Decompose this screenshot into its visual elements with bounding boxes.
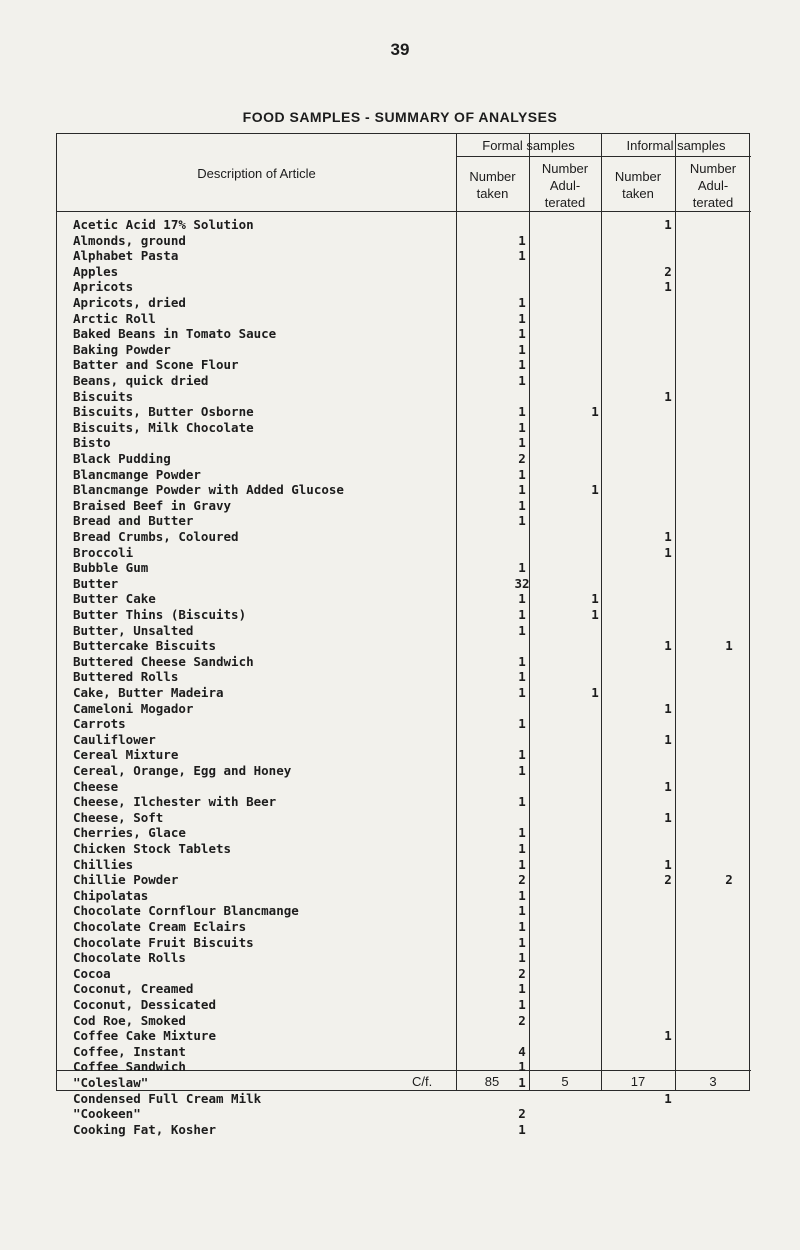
formal-number-taken: 1 — [518, 685, 526, 700]
table-row — [73, 591, 751, 607]
formal-number-taken: 1 — [518, 794, 526, 810]
table-row — [73, 1122, 751, 1138]
formal-number-taken: 1 — [518, 934, 526, 950]
article-description: Cereal Mixture — [73, 747, 179, 763]
table-row — [73, 1028, 751, 1044]
table-row — [73, 560, 751, 576]
formal-number-taken: 32 — [514, 575, 530, 591]
header-line: terated — [692, 195, 734, 210]
article-description: Buttercake Biscuits — [73, 638, 216, 654]
table-row — [73, 373, 751, 389]
article-description: Acetic Acid 17% Solution — [73, 217, 254, 232]
header-line: Adul- — [697, 178, 729, 193]
formal-number-taken: 4 — [518, 1043, 526, 1059]
table-row — [73, 513, 751, 529]
article-description: Biscuits, Butter Osborne — [73, 404, 254, 420]
article-description: Cereal, Orange, Egg and Honey — [73, 763, 292, 778]
table-row — [73, 482, 751, 498]
formal-samples-header: Formal samples — [482, 138, 575, 153]
article-description: Bread Crumbs, Coloured — [73, 529, 239, 544]
informal-number-taken: 1 — [664, 809, 672, 825]
table-row — [73, 888, 751, 904]
table-row — [73, 732, 751, 748]
table-row — [73, 1106, 751, 1122]
formal-number-taken: 2 — [518, 1012, 526, 1028]
formal-number-taken: 1 — [518, 856, 526, 872]
article-description: Apricots, dried — [73, 295, 186, 310]
formal-number-adulterated: 1 — [591, 607, 599, 622]
table-row — [73, 841, 751, 857]
table-row — [73, 716, 751, 732]
header-divider — [57, 211, 751, 212]
article-description: Bread and Butter — [73, 513, 194, 529]
table-row — [73, 233, 751, 249]
header-line: Number — [689, 161, 737, 176]
article-description: Apricots — [73, 279, 134, 295]
formal-number-taken: 2 — [518, 1106, 526, 1122]
formal-number-taken: 1 — [518, 326, 526, 342]
article-description: Cooking Fat, Kosher — [73, 1121, 216, 1137]
total-informal-adulterated: 3 — [709, 1074, 717, 1089]
formal-number-adulterated: 1 — [591, 404, 599, 420]
formal-number-taken: 1 — [518, 747, 526, 763]
formal-number-taken: 1 — [518, 1121, 526, 1137]
article-description: Baked Beans in Tomato Sauce — [73, 326, 277, 342]
article-description: Buttered Rolls — [73, 669, 179, 685]
formal-number-taken: 1 — [518, 716, 526, 732]
formal-number-taken: 1 — [518, 981, 526, 997]
table-row — [73, 669, 751, 685]
formal-number-adulterated: 1 — [591, 591, 599, 607]
formal-number-adulterated: 1 — [591, 482, 599, 498]
article-description: Cheese, Ilchester with Beer — [73, 794, 277, 810]
formal-number-taken: 1 — [518, 248, 526, 264]
article-description: Broccoli — [73, 544, 134, 560]
article-description: Butter, Unsalted — [73, 622, 194, 638]
article-description: Batter and Scone Flour — [73, 357, 239, 373]
table-row — [73, 217, 751, 233]
article-description: Chipolatas — [73, 887, 149, 903]
formal-number-taken: 1 — [518, 622, 526, 638]
article-description: Biscuits, Milk Chocolate — [73, 419, 254, 435]
table-row — [73, 1091, 751, 1107]
table-row — [73, 529, 751, 545]
article-description: Cauliflower — [73, 731, 156, 747]
description-header: Description of Article — [197, 166, 316, 181]
table-row — [73, 685, 751, 701]
formal-number-taken: 1 — [518, 825, 526, 841]
formal-number-taken: 1 — [518, 341, 526, 357]
informal-number-adulterated: 2 — [725, 872, 733, 888]
header-divider — [456, 156, 751, 157]
table-row — [73, 981, 751, 997]
table-row — [73, 607, 751, 623]
informal-number-taken: 1 — [664, 1028, 672, 1044]
header-line: taken — [476, 186, 509, 201]
total-informal-taken: 17 — [630, 1074, 646, 1089]
formal-number-taken: 1 — [518, 669, 526, 685]
formal-number-taken: 1 — [518, 841, 526, 856]
informal-number-taken: 1 — [664, 731, 672, 747]
table-row — [73, 966, 751, 982]
totals-row — [57, 1071, 751, 1091]
table-row — [73, 342, 751, 358]
table-row — [73, 654, 751, 670]
formal-number-taken: 1 — [518, 419, 526, 435]
table-row — [73, 935, 751, 951]
article-description: Bisto — [73, 435, 111, 451]
article-description: Baking Powder — [73, 341, 171, 357]
article-description: Alphabet Pasta — [73, 248, 179, 264]
table-row — [73, 950, 751, 966]
article-description: "Coleslaw" — [73, 1075, 149, 1090]
table-row — [73, 747, 751, 763]
table-row — [73, 311, 751, 327]
formal-number-taken: 1 — [518, 903, 526, 919]
article-description: Cod Roe, Smoked — [73, 1012, 186, 1028]
informal-number-taken: 2 — [664, 872, 672, 888]
header-line: Number — [541, 161, 589, 176]
table-row — [73, 576, 751, 592]
table-row — [73, 326, 751, 342]
article-description: Beans, quick dried — [73, 373, 209, 388]
table-row — [73, 467, 751, 483]
formal-number-taken: 1 — [518, 950, 526, 966]
formal-number-taken: 1 — [518, 607, 526, 622]
formal-number-taken: 1 — [518, 232, 526, 248]
article-description: Chocolate Cream Eclairs — [73, 919, 247, 934]
informal-number-taken: 1 — [664, 700, 672, 716]
table-row — [73, 623, 751, 639]
article-description: Cameloni Mogador — [73, 700, 194, 716]
table-row — [73, 404, 751, 420]
article-description: Chocolate Fruit Biscuits — [73, 934, 254, 950]
article-description: Coffee Cake Mixture — [73, 1028, 216, 1044]
informal-number-taken: 1 — [664, 388, 672, 404]
formal-number-adulterated-header — [529, 160, 601, 211]
summary-table — [56, 133, 750, 1137]
table-row — [73, 1013, 751, 1029]
table-row — [73, 997, 751, 1013]
formal-number-taken: 2 — [518, 451, 526, 466]
article-description: Arctic Roll — [73, 310, 156, 326]
formal-number-taken: 1 — [518, 997, 526, 1012]
table-row — [73, 857, 751, 873]
formal-number-taken: 1 — [518, 497, 526, 513]
article-description: Cheese, Soft — [73, 809, 164, 825]
article-description: Chillie Powder — [73, 872, 179, 888]
article-description: Braised Beef in Gravy — [73, 497, 232, 513]
page-number: 39 — [390, 40, 410, 59]
informal-number-taken: 1 — [664, 279, 672, 295]
formal-number-taken: 1 — [518, 1059, 526, 1075]
formal-number-taken: 1 — [518, 591, 526, 607]
table-row — [73, 794, 751, 810]
article-description: Butter — [73, 575, 119, 591]
formal-number-taken: 2 — [518, 872, 526, 888]
informal-number-adulterated: 1 — [725, 638, 733, 654]
informal-number-taken: 2 — [664, 263, 672, 279]
article-description: Black Pudding — [73, 451, 171, 466]
header-line: terated — [544, 195, 586, 210]
table-row — [73, 903, 751, 919]
table-row — [73, 1044, 751, 1060]
informal-samples-header: Informal samples — [626, 138, 726, 153]
total-formal-adulterated: 5 — [561, 1074, 569, 1089]
formal-number-taken: 1 — [518, 295, 526, 310]
formal-number-taken: 1 — [518, 1075, 526, 1090]
table-row — [73, 264, 751, 280]
article-description: Bubble Gum — [73, 560, 149, 576]
header-line: Adul- — [549, 178, 581, 193]
table-row — [73, 701, 751, 717]
formal-number-taken: 1 — [518, 887, 526, 903]
table-row — [73, 638, 751, 654]
table-row — [73, 295, 751, 311]
formal-number-taken: 2 — [518, 965, 526, 981]
article-description: Chillies — [73, 856, 134, 872]
article-description: Chocolate Cornflour Blancmange — [73, 903, 299, 919]
formal-number-taken-header — [456, 168, 529, 202]
informal-number-taken-header — [601, 168, 675, 202]
table-row — [73, 810, 751, 826]
informal-number-taken: 1 — [664, 856, 672, 872]
table-row — [73, 779, 751, 795]
article-description: Coconut, Dessicated — [73, 997, 216, 1012]
table-row — [73, 279, 751, 295]
formal-number-taken: 1 — [518, 919, 526, 934]
page-title: FOOD SAMPLES - SUMMARY OF ANALYSES — [242, 109, 558, 125]
article-description: Chocolate Rolls — [73, 950, 186, 966]
article-description: Cake, Butter Madeira — [73, 685, 224, 700]
table-row — [73, 872, 751, 888]
formal-number-taken: 1 — [518, 357, 526, 373]
table-row — [73, 420, 751, 436]
table-row — [73, 763, 751, 779]
table-row — [73, 389, 751, 405]
table-row — [73, 435, 751, 451]
article-description: Cocoa — [73, 965, 111, 981]
article-description: Coconut, Creamed — [73, 981, 194, 997]
formal-number-taken: 1 — [518, 653, 526, 669]
total-formal-taken: 85 — [484, 1074, 500, 1089]
table-row — [73, 545, 751, 561]
formal-number-taken: 1 — [518, 482, 526, 498]
table-row — [73, 919, 751, 935]
formal-number-taken: 1 — [518, 373, 526, 388]
header-line: Number — [614, 169, 662, 184]
article-description: Chicken Stock Tablets — [73, 841, 232, 856]
table-row — [73, 498, 751, 514]
informal-number-taken: 1 — [664, 778, 672, 794]
article-description: Coffee, Instant — [73, 1043, 186, 1059]
informal-number-adulterated-header — [675, 160, 751, 211]
formal-number-taken: 1 — [518, 466, 526, 482]
formal-number-adulterated: 1 — [591, 685, 599, 700]
formal-number-taken: 1 — [518, 763, 526, 778]
article-description: Biscuits — [73, 388, 134, 404]
article-description: Butter Cake — [73, 591, 156, 607]
informal-number-taken: 1 — [664, 638, 672, 654]
article-description: Cherries, Glace — [73, 825, 186, 841]
article-description: Blancmange Powder — [73, 466, 201, 482]
table-row — [73, 825, 751, 841]
formal-number-taken: 1 — [518, 435, 526, 451]
article-description: Apples — [73, 263, 119, 279]
table-row — [73, 248, 751, 264]
header-line: taken — [622, 186, 654, 201]
formal-number-taken: 1 — [518, 560, 526, 576]
formal-number-taken: 1 — [518, 310, 526, 326]
article-description: Buttered Cheese Sandwich — [73, 653, 254, 669]
header-line: Number — [469, 169, 516, 184]
carried-forward-label: C/f. — [412, 1074, 433, 1089]
article-description: Butter Thins (Biscuits) — [73, 607, 247, 622]
table-row — [73, 451, 751, 467]
informal-number-taken: 1 — [664, 1090, 672, 1106]
article-description: "Cookeen" — [73, 1106, 141, 1122]
informal-number-taken: 1 — [664, 529, 672, 544]
article-description: Almonds, ground — [73, 232, 186, 248]
article-description: Blancmange Powder with Added Glucose — [73, 482, 344, 498]
informal-number-taken: 1 — [664, 217, 672, 232]
formal-number-taken: 1 — [518, 513, 526, 529]
article-description: Carrots — [73, 716, 126, 732]
article-description: Coffee Sandwich — [73, 1059, 186, 1075]
informal-number-taken: 1 — [664, 544, 672, 560]
article-description: Condensed Full Cream Milk — [73, 1090, 262, 1106]
table-row — [73, 357, 751, 373]
formal-number-taken: 1 — [518, 404, 526, 420]
article-description: Cheese — [73, 778, 119, 794]
